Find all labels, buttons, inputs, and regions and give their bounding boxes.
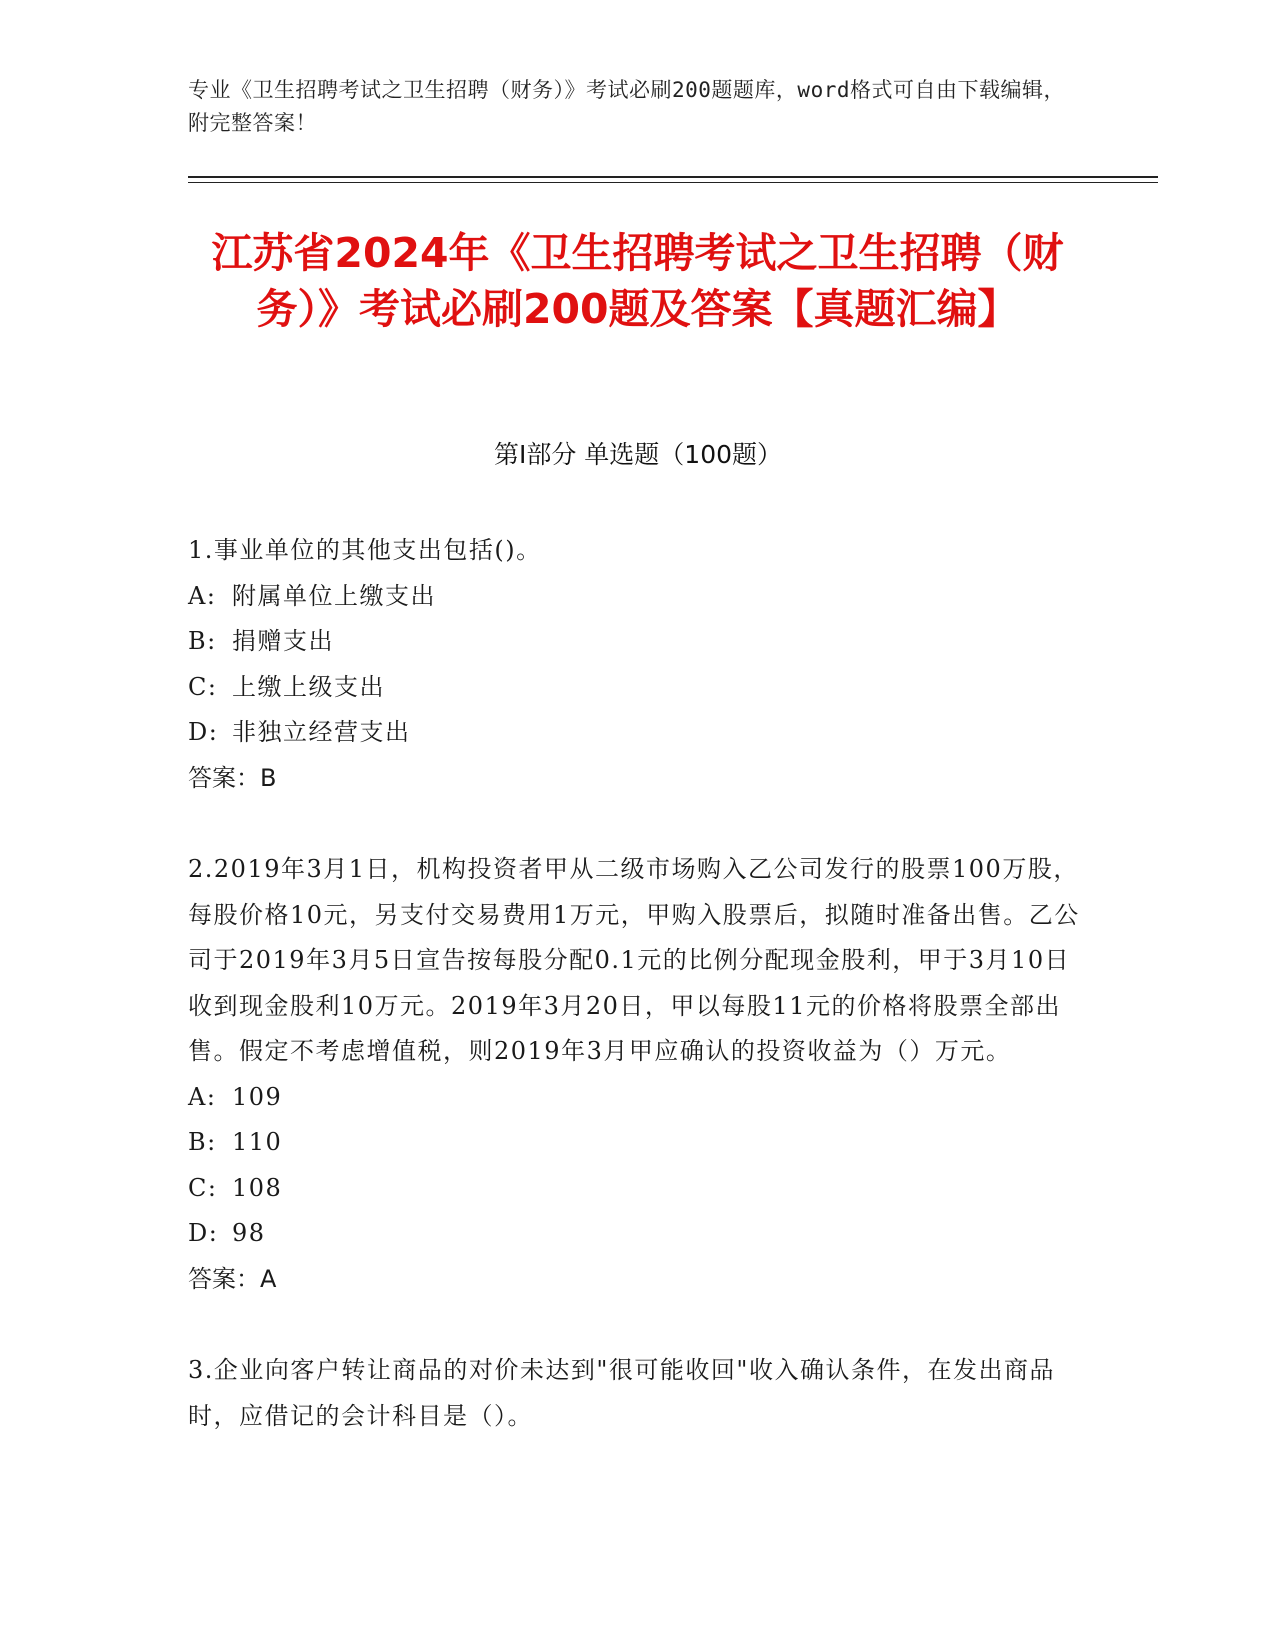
- option-d: [188, 710, 1088, 756]
- option-text: 上缴上级支出: [232, 672, 385, 701]
- option-a: [188, 1075, 1088, 1121]
- option-text: 捐赠支出: [232, 627, 334, 655]
- section-title: 第Ⅰ部分 单选题（100题）: [493, 440, 783, 469]
- question-stem: 1.事业单位的其他支出包括()。: [188, 536, 542, 564]
- header-divider-thick: [188, 176, 1158, 178]
- option-key: A:: [188, 1082, 217, 1111]
- option-text: 98: [232, 1219, 266, 1247]
- option-key: C:: [188, 672, 218, 701]
- option-b: [188, 1120, 1088, 1166]
- option-key: B:: [188, 627, 217, 655]
- option-c: [188, 665, 1088, 711]
- document-title: 江苏省2024年《卫生招聘考试之卫生招聘（财务）》考试必刷200题及答案【真题汇编】: [211, 229, 1064, 333]
- option-d: [188, 1211, 1088, 1257]
- question-2: [188, 847, 1088, 1302]
- header-note: 专业《卫生招聘考试之卫生招聘（财务）》考试必刷200题题库，word格式可自由下载编辑，附完整答案！: [188, 78, 1065, 135]
- option-c: [188, 1166, 1088, 1212]
- option-key: B:: [188, 1128, 217, 1156]
- option-a: [188, 574, 1088, 620]
- option-key: D:: [188, 1219, 219, 1247]
- question-list: [188, 528, 1088, 1485]
- answer-line: 答案：A: [188, 1264, 277, 1293]
- option-key: D:: [188, 718, 219, 746]
- question-stem: 3.企业向客户转让商品的对价未达到"很可能收回"收入确认条件，在发出商品时，应借记的会计科目是（）。: [188, 1356, 1055, 1430]
- answer-line: 答案：B: [188, 763, 277, 792]
- option-text: 108: [232, 1173, 283, 1202]
- option-text: 110: [232, 1128, 283, 1156]
- option-text: 109: [232, 1082, 283, 1111]
- question-3: [188, 1348, 1088, 1439]
- question-stem: 2.2019年3月1日，机构投资者甲从二级市场购入乙公司发行的股票100万股，每股价格10元，另支付交易费用1万元，甲购入股票后，拟随时准备出售。乙公司于2019年3月5日宣告按每股分配0.1元的比例分配现金股利，甲于3月10日收到现金股利10万元。2019年3月20日，甲以每股11元的价格将股票全部出售。假定不考虑增值税，则2019年3月甲应确认的投资收益为（）万元。: [188, 855, 1080, 1065]
- header-divider-thin: [188, 182, 1158, 183]
- question-1: [188, 528, 1088, 801]
- option-key: A:: [188, 581, 217, 610]
- option-text: 附属单位上缴支出: [232, 581, 436, 610]
- option-text: 非独立经营支出: [232, 718, 411, 746]
- option-key: C:: [188, 1173, 218, 1202]
- option-b: [188, 619, 1088, 665]
